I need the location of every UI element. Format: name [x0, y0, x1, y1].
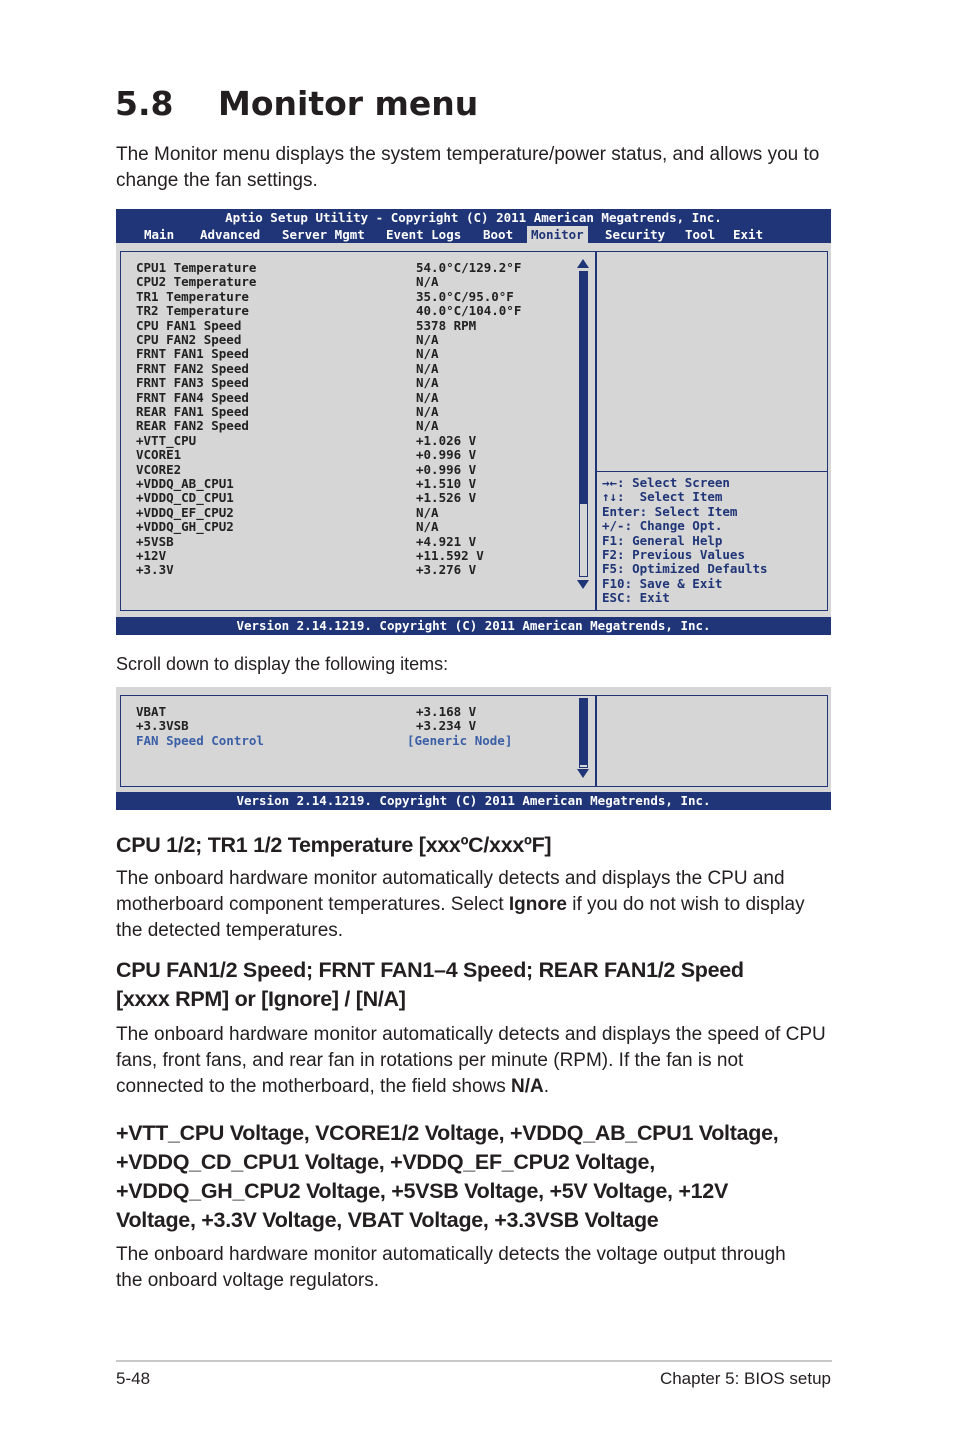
menu-tab-server-mgmt[interactable]: Server Mgmt	[282, 227, 365, 242]
bios-item-row	[136, 504, 439, 520]
bios-item-row	[136, 490, 477, 506]
bios-help-line: F10: Save & Exit	[602, 575, 723, 591]
bios-item-label: CPU FAN1 Speed	[136, 317, 242, 333]
menu-tab-boot[interactable]: Boot	[483, 227, 514, 242]
menu-tab-main[interactable]: Main	[144, 227, 175, 242]
bios-item-label: TR2 Temperature	[136, 303, 249, 319]
bios-item-label: TR1 Temperature	[136, 288, 249, 304]
bios-item-value: N/A	[416, 360, 439, 376]
bios-item-label: FRNT FAN4 Speed	[136, 389, 249, 405]
bios-item-value: +3.234 V	[416, 718, 477, 734]
footer-rule	[116, 1360, 832, 1362]
section-heading	[115, 84, 478, 123]
bios-item-value: N/A	[416, 274, 439, 290]
bios-help-line: +/-: Change Opt.	[602, 518, 723, 534]
section-voltage-heading: +VTT_CPU Voltage, VCORE1/2 Voltage, +VDDQ_AB_CPU1 Voltage, +VDDQ_CD_CPU1 Voltage, +VDDQ_EF_CPU2 Voltage, +VDDQ_GH_CPU2 Voltage, +5VSB Voltage, +5V Voltage, +12V Voltage, +3.3V Voltage, VBAT Voltage, +3.3VSB Voltage	[116, 1121, 779, 1232]
menu-tab-monitor[interactable]: Monitor	[527, 226, 588, 243]
bios-item-label: FRNT FAN3 Speed	[136, 375, 249, 391]
menu-tab-tool[interactable]: Tool	[685, 227, 716, 242]
scroll-up-icon[interactable]	[577, 259, 589, 268]
bios-item-row	[136, 288, 514, 304]
bios-item-value: [Generic Node]	[407, 732, 513, 748]
menu-tab-advanced[interactable]: Advanced	[200, 227, 261, 242]
bios-item-value: N/A	[416, 332, 439, 347]
bios-item-value: 40.0°C/104.0°F	[416, 303, 522, 319]
scroll-down-icon[interactable]	[577, 580, 589, 589]
bios-item-value: +11.592 V	[416, 548, 484, 563]
bios-item-row	[136, 533, 477, 549]
scrollbar-thumb-2[interactable]	[580, 699, 588, 765]
bios-item-label: +VTT_CPU	[136, 432, 197, 448]
bios-item-label: FAN Speed Control	[136, 732, 264, 748]
bios-description-panel	[596, 251, 828, 472]
bios-item-value: N/A	[416, 346, 439, 362]
bios-item-value: +1.510 V	[416, 476, 477, 491]
chapter-title: Chapter 5: BIOS setup	[659, 1369, 831, 1388]
bios-help-line: F5: Optimized Defaults	[602, 561, 768, 577]
bios-item-row	[136, 548, 484, 563]
bios-item-value: +4.921 V	[416, 533, 477, 549]
section-title: Monitor menu	[218, 84, 479, 123]
section-voltage-text: The onboard hardware monitor automatically detects the voltage output through the onboard voltage regulators.	[116, 1244, 786, 1291]
bios-item-row	[136, 461, 477, 477]
bios-item-value: 35.0°C/95.0°F	[416, 288, 514, 304]
bios-item-label: +5VSB	[136, 533, 174, 549]
bios-item-row	[136, 404, 439, 419]
bios-item-row	[136, 360, 439, 376]
bios-item-value: N/A	[416, 418, 439, 434]
bios-item-row	[136, 260, 522, 275]
page-number: 5-48	[116, 1369, 151, 1388]
bios-item-row	[136, 432, 477, 448]
scroll-down-icon-2[interactable]	[577, 769, 589, 778]
bios-item-row	[136, 418, 439, 434]
bios-item-row	[136, 375, 439, 391]
bios-item-label: CPU2 Temperature	[136, 274, 257, 290]
bios-item-value: +1.526 V	[416, 490, 477, 506]
menu-tab-event-logs[interactable]: Event Logs	[386, 227, 462, 242]
bios-help-line: ↑↓: Select Item	[602, 489, 723, 505]
bios-help-line: Enter: Select Item	[602, 503, 738, 519]
bios-item-label: CPU1 Temperature	[136, 260, 257, 275]
bios-menu-bar	[116, 226, 831, 243]
bios-help-line: ESC: Exit	[602, 590, 670, 606]
bios-item-label: +VDDQ_EF_CPU2	[136, 504, 234, 520]
bios-item-value: +1.026 V	[416, 432, 477, 448]
bios-item-value: N/A	[416, 389, 439, 405]
section-number: 5.8	[115, 84, 174, 123]
bios-item-value: 5378 RPM	[416, 317, 477, 333]
section-temperature-heading: CPU 1/2; TR1 1/2 Temperature [xxxºC/xxxºF]	[116, 833, 552, 857]
bios-version-bar-2: Version 2.14.1219. Copyright (C) 2011 American Megatrends, Inc.	[116, 792, 831, 810]
bios-item-label: +3.3V	[136, 562, 174, 578]
bios-item-label: REAR FAN1 Speed	[136, 404, 249, 419]
bios-item-value: 54.0°C/129.2°F	[416, 260, 522, 275]
bios-item-value: N/A	[416, 375, 439, 391]
bios-item-value: +0.996 V	[416, 461, 477, 477]
bios-item-row	[136, 389, 439, 405]
bios-item-row	[136, 317, 477, 333]
bios-item-label: +VDDQ_AB_CPU1	[136, 476, 234, 491]
bios-item-row	[136, 476, 477, 491]
scroll-note: Scroll down to display the following items:	[116, 654, 449, 674]
bios-help-line: →←: Select Screen	[602, 475, 730, 490]
bios-description-panel-2	[596, 695, 828, 787]
bios-item-label: +VDDQ_GH_CPU2	[136, 519, 234, 535]
menu-tab-exit[interactable]: Exit	[733, 227, 764, 242]
bios-item-label: CPU FAN2 Speed	[136, 332, 242, 347]
intro-paragraph: The Monitor menu displays the system temperature/power status, and allows you to change the fan settings.	[116, 144, 820, 191]
bios-title-bar: Aptio Setup Utility - Copyright (C) 2011 American Megatrends, Inc.	[116, 209, 831, 227]
bios-item-label: VBAT	[136, 704, 167, 719]
bios-item-label: +VDDQ_CD_CPU1	[136, 490, 234, 506]
bios-item-label: FRNT FAN1 Speed	[136, 346, 249, 362]
bios-version-bar: Version 2.14.1219. Copyright (C) 2011 American Megatrends, Inc.	[116, 617, 831, 635]
bios-help-line: F1: General Help	[602, 532, 723, 548]
bios-item-value: +3.276 V	[416, 562, 477, 578]
section-fan-heading: CPU FAN1/2 Speed; FRNT FAN1–4 Speed; REAR FAN1/2 Speed [xxxx RPM] or [Ignore] / [N/A]	[116, 958, 744, 1011]
bios-item-label: +3.3VSB	[136, 718, 189, 734]
bios-item-label: REAR FAN2 Speed	[136, 418, 249, 434]
bios-item-row	[136, 274, 439, 290]
section-fan-text: The onboard hardware monitor automatically detects and displays the speed of CPU fans, front fans, and rear fan in rotations per minute (RPM). If the fan is not connected to the motherboard, the field shows N/A.	[116, 1024, 826, 1097]
bios-item-row	[136, 332, 439, 347]
bios-item-row	[136, 346, 439, 362]
bios-item-row	[136, 447, 477, 463]
bios-item-value: +3.168 V	[416, 704, 477, 719]
bios-item-row	[136, 519, 439, 535]
bios-item-value: +0.996 V	[416, 447, 477, 463]
bios-item-label: VCORE2	[136, 461, 182, 477]
bios-item-row	[136, 303, 522, 319]
bios-item-row	[136, 562, 477, 578]
bios-item-label: VCORE1	[136, 447, 182, 463]
bios-item-row	[136, 718, 477, 734]
fan-speed-control-item[interactable]	[136, 732, 513, 748]
section-temperature-text: The onboard hardware monitor automatically detects and displays the CPU and motherboard component temperatures. Select Ignore if you do not wish to display the detected temperatures.	[116, 868, 805, 941]
bios-item-label: FRNT FAN2 Speed	[136, 360, 249, 376]
bios-item-value: N/A	[416, 504, 439, 520]
bios-help-line: F2: Previous Values	[602, 547, 745, 562]
bios-item-row	[136, 704, 477, 719]
menu-tab-security[interactable]: Security	[605, 227, 666, 242]
bios-item-label: +12V	[136, 548, 167, 563]
bios-item-value: N/A	[416, 404, 439, 419]
bios-item-value: N/A	[416, 519, 439, 535]
scrollbar-thumb[interactable]	[580, 272, 588, 504]
